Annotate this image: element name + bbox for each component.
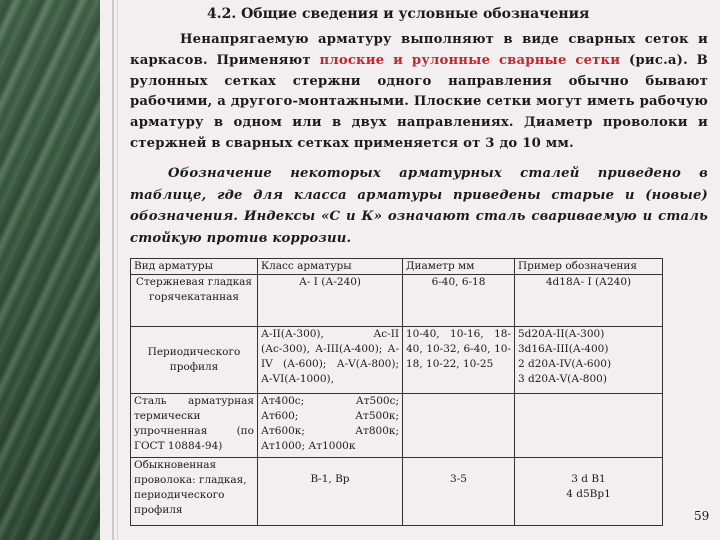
header-type: Вид арматуры xyxy=(131,259,258,275)
paragraph-general-info xyxy=(130,30,708,155)
header-diameter: Диаметр мм xyxy=(403,259,515,275)
diameter-value: 3-5 xyxy=(450,473,467,485)
example-line: 4 d5Вр1 xyxy=(566,488,611,500)
cell-class: А-II(А-300), Ас-II (Ас-300), А-III(А-400); А-IV (А-600); А-V(А-800); А-VI(А-1000), xyxy=(258,327,403,394)
example-line: 2 d20А-IV(А-600) xyxy=(518,358,612,370)
example-line: 3 d20А-V(А-800) xyxy=(518,373,607,385)
paragraph-text-start: Ненапрягаемую арматуру выполняют в виде сварных сеток и каркасов. Применяют xyxy=(130,32,708,68)
cell-class xyxy=(258,394,403,458)
cell-type: Сталь арматурная термически упрочненная (по ГОСТ 10884-94) xyxy=(131,394,258,458)
table-row xyxy=(131,394,663,458)
cell-type: Периодического профиля xyxy=(131,327,258,394)
class-item: Ат600к; xyxy=(261,425,305,437)
cell-class xyxy=(258,458,403,526)
table-row xyxy=(131,327,663,394)
cell-example: 4d18А- I (А240) xyxy=(515,275,663,327)
table-header-row xyxy=(131,259,663,275)
cell-type: Обыкновенная проволока: гладкая, периодического профиля xyxy=(131,458,258,526)
cell-example xyxy=(515,327,663,394)
paragraph-designation-note: Обозначение некоторых арматурных сталей приведено в таблице, где для класса арматуры приведены старые и (новые) обозначения. Индексы «С и К» означают сталь свариваемую и сталь стойкую против коррозии. xyxy=(130,166,708,246)
reinforcement-table xyxy=(130,258,663,526)
cell-diameter xyxy=(403,458,515,526)
class-item: Ат400с; xyxy=(261,395,305,407)
margin-rule xyxy=(112,0,114,540)
margin-rule-thin xyxy=(117,0,118,540)
class-item: Ат600; xyxy=(261,410,299,422)
cell-diameter: 10-40, 10-16, 18-40, 10-32, 6-40, 10-18, 10-22, 10-25 xyxy=(403,327,515,394)
example-line: 3d16А-III(А-400) xyxy=(518,343,609,355)
table-row xyxy=(131,458,663,526)
cell-example xyxy=(515,394,663,458)
cell-example xyxy=(515,458,663,526)
class-item: Ат1000; Ат1000к xyxy=(261,440,356,452)
highlighted-term: плоские и рулонные сварные сетки xyxy=(319,52,621,68)
cell-type: Стержневая гладкая горячекатанная xyxy=(131,275,258,327)
marble-border-decoration xyxy=(0,0,100,540)
example-line: 3 d В1 xyxy=(571,473,606,485)
paragraph-text-end: (рис.а). В рулонных сетках стержни одного направления обычно бывают рабочими, а другого-монтажными. Плоские сетки могут иметь рабочую арматуру в одном или в двух направлениях. Диаметр проволоки и стержней в сварных сетках применяется от 3 до 10 мм. xyxy=(130,52,708,151)
section-heading: 4.2. Общие сведения и условные обозначения xyxy=(207,6,590,22)
class-item: Ат500с; xyxy=(355,395,399,407)
header-class: Класс арматуры xyxy=(258,259,403,275)
table-row xyxy=(131,275,663,327)
header-example: Пример обозначения xyxy=(515,259,663,275)
class-item: Ат800к; xyxy=(355,425,399,437)
cell-diameter xyxy=(403,394,515,458)
class-item: Ат500к; xyxy=(355,410,399,422)
class-value: В-1, Вр xyxy=(310,473,350,485)
cell-diameter: 6-40, 6-18 xyxy=(403,275,515,327)
page-number: 59 xyxy=(694,509,710,523)
cell-class: А- I (А-240) xyxy=(258,275,403,327)
example-line: 5d20А-II(А-300) xyxy=(518,328,605,340)
